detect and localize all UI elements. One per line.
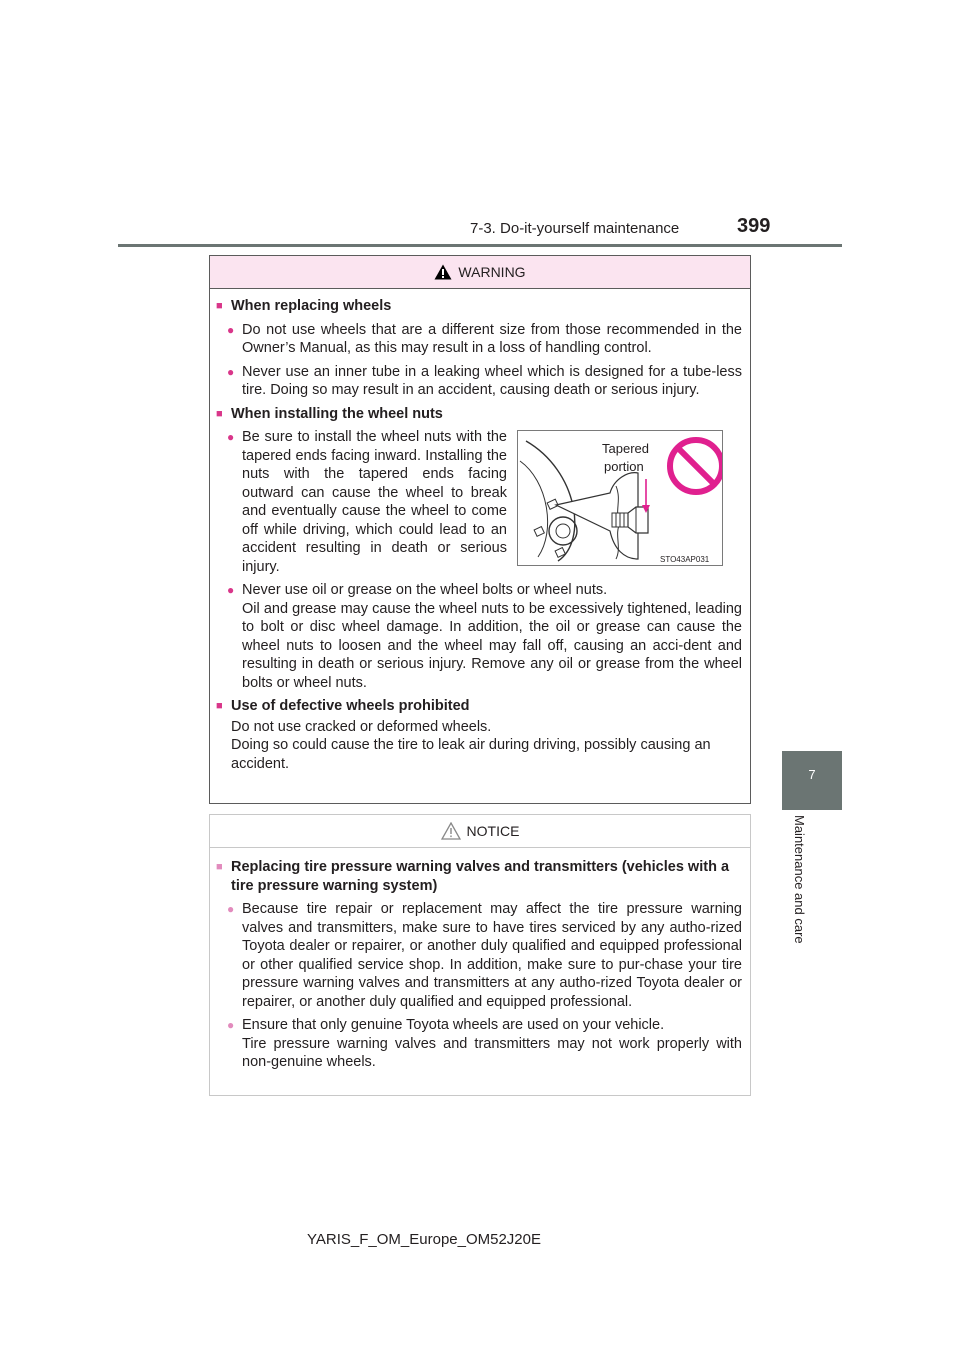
page-number: 399 bbox=[737, 215, 771, 237]
list-item: ● Never use oil or grease on the wheel bolts or wheel nuts. Oil and grease may cause the wheel nuts to be excessively tightened, leading to bolt or disc wheel damage. In addition, the oil or grease can cause the wheel nuts to loosen and the wheel may fall off, causing an acci-dent and resulting in death or serious injury. Remove any oil or grease from the wheel bolts or wheel nuts. bbox=[227, 582, 742, 691]
circle-bullet-icon: ● bbox=[227, 902, 235, 916]
circle-bullet-icon: ● bbox=[227, 1018, 235, 1032]
warning-heading-defective-wheels: ■ Use of defective wheels prohibited bbox=[216, 698, 470, 714]
illustration-code: STO43AP031 bbox=[660, 555, 710, 564]
notice-label: NOTICE bbox=[466, 823, 520, 839]
list-item: ● Ensure that only genuine Toyota wheels are used on your vehicle. Tire pressure warning valves and transmitters may not work properly with non-genuine wheels. bbox=[227, 1017, 742, 1070]
section-title: 7-3. Do-it-yourself maintenance bbox=[470, 220, 680, 237]
square-bullet-icon: ■ bbox=[216, 407, 223, 420]
chapter-number: 7 bbox=[808, 767, 816, 782]
list-item: ● Do not use wheels that are a different size from those recommended in the Owner’s Manual, as this may result in a loss of handling control. bbox=[227, 321, 742, 356]
circle-bullet-icon: ● bbox=[227, 430, 235, 444]
list-item: ● Because tire repair or replacement may affect the tire pressure warning valves and transmitters, make sure to have tires serviced by any autho-rized Toyota dealer or repairer, or another duly qualified and equipped professional or other qualified service shop. In addition, make sure to pur-chase your tire pressure warning valves and transmitters at any autho-rized Toyota dealer or repairer, or another duly qualified and equipped professional. bbox=[227, 901, 742, 1010]
circle-bullet-icon: ● bbox=[227, 583, 235, 597]
warning-heading-installing-nuts: ■ When installing the wheel nuts bbox=[216, 405, 443, 422]
warning-heading-replacing-wheels: ■ When replacing wheels bbox=[216, 298, 392, 314]
notice-header bbox=[210, 815, 750, 848]
notice-triangle-icon bbox=[441, 822, 461, 840]
header-divider bbox=[118, 244, 842, 247]
square-bullet-icon: ■ bbox=[216, 700, 223, 712]
warning-box bbox=[209, 255, 751, 804]
body-text: Do not use cracked or deformed wheels. Doing so could cause the tire to leak air during driving, possibly causing an accident. bbox=[231, 718, 711, 772]
square-bullet-icon: ■ bbox=[216, 300, 223, 312]
notice-heading-valves: ■ Replacing tire pressure warning valves and transmitters (vehicles with a tire pressure warning system) bbox=[216, 859, 730, 894]
circle-bullet-icon: ● bbox=[227, 322, 235, 337]
list-item: ● Never use an inner tube in a leaking wheel which is designed for a tube-less tire. Doing so may result in an accident, causing death or serious injury. bbox=[227, 363, 742, 398]
list-item: ● Be sure to install the wheel nuts with the tapered ends facing inward. Installing the nuts with the tapered ends facing outward can cause the wheel to break and eventually cause the wheel to come off while driving, which could lead to an accident resulting in death or serious injury. bbox=[227, 429, 507, 575]
document-code: YARIS_F_OM_Europe_OM52J20E bbox=[307, 1231, 542, 1248]
square-bullet-icon: ■ bbox=[216, 861, 223, 873]
chapter-title: Maintenance and care bbox=[792, 815, 807, 944]
warning-triangle-icon bbox=[434, 264, 452, 280]
illustration-label: Tapered bbox=[602, 441, 649, 456]
circle-bullet-icon: ● bbox=[227, 364, 235, 379]
illustration-label: portion bbox=[604, 459, 644, 474]
warning-header bbox=[210, 256, 750, 289]
chapter-tab bbox=[782, 751, 842, 810]
notice-box bbox=[209, 814, 751, 1096]
warning-label: WARNING bbox=[458, 264, 526, 280]
wheel-nut-illustration bbox=[517, 430, 723, 566]
